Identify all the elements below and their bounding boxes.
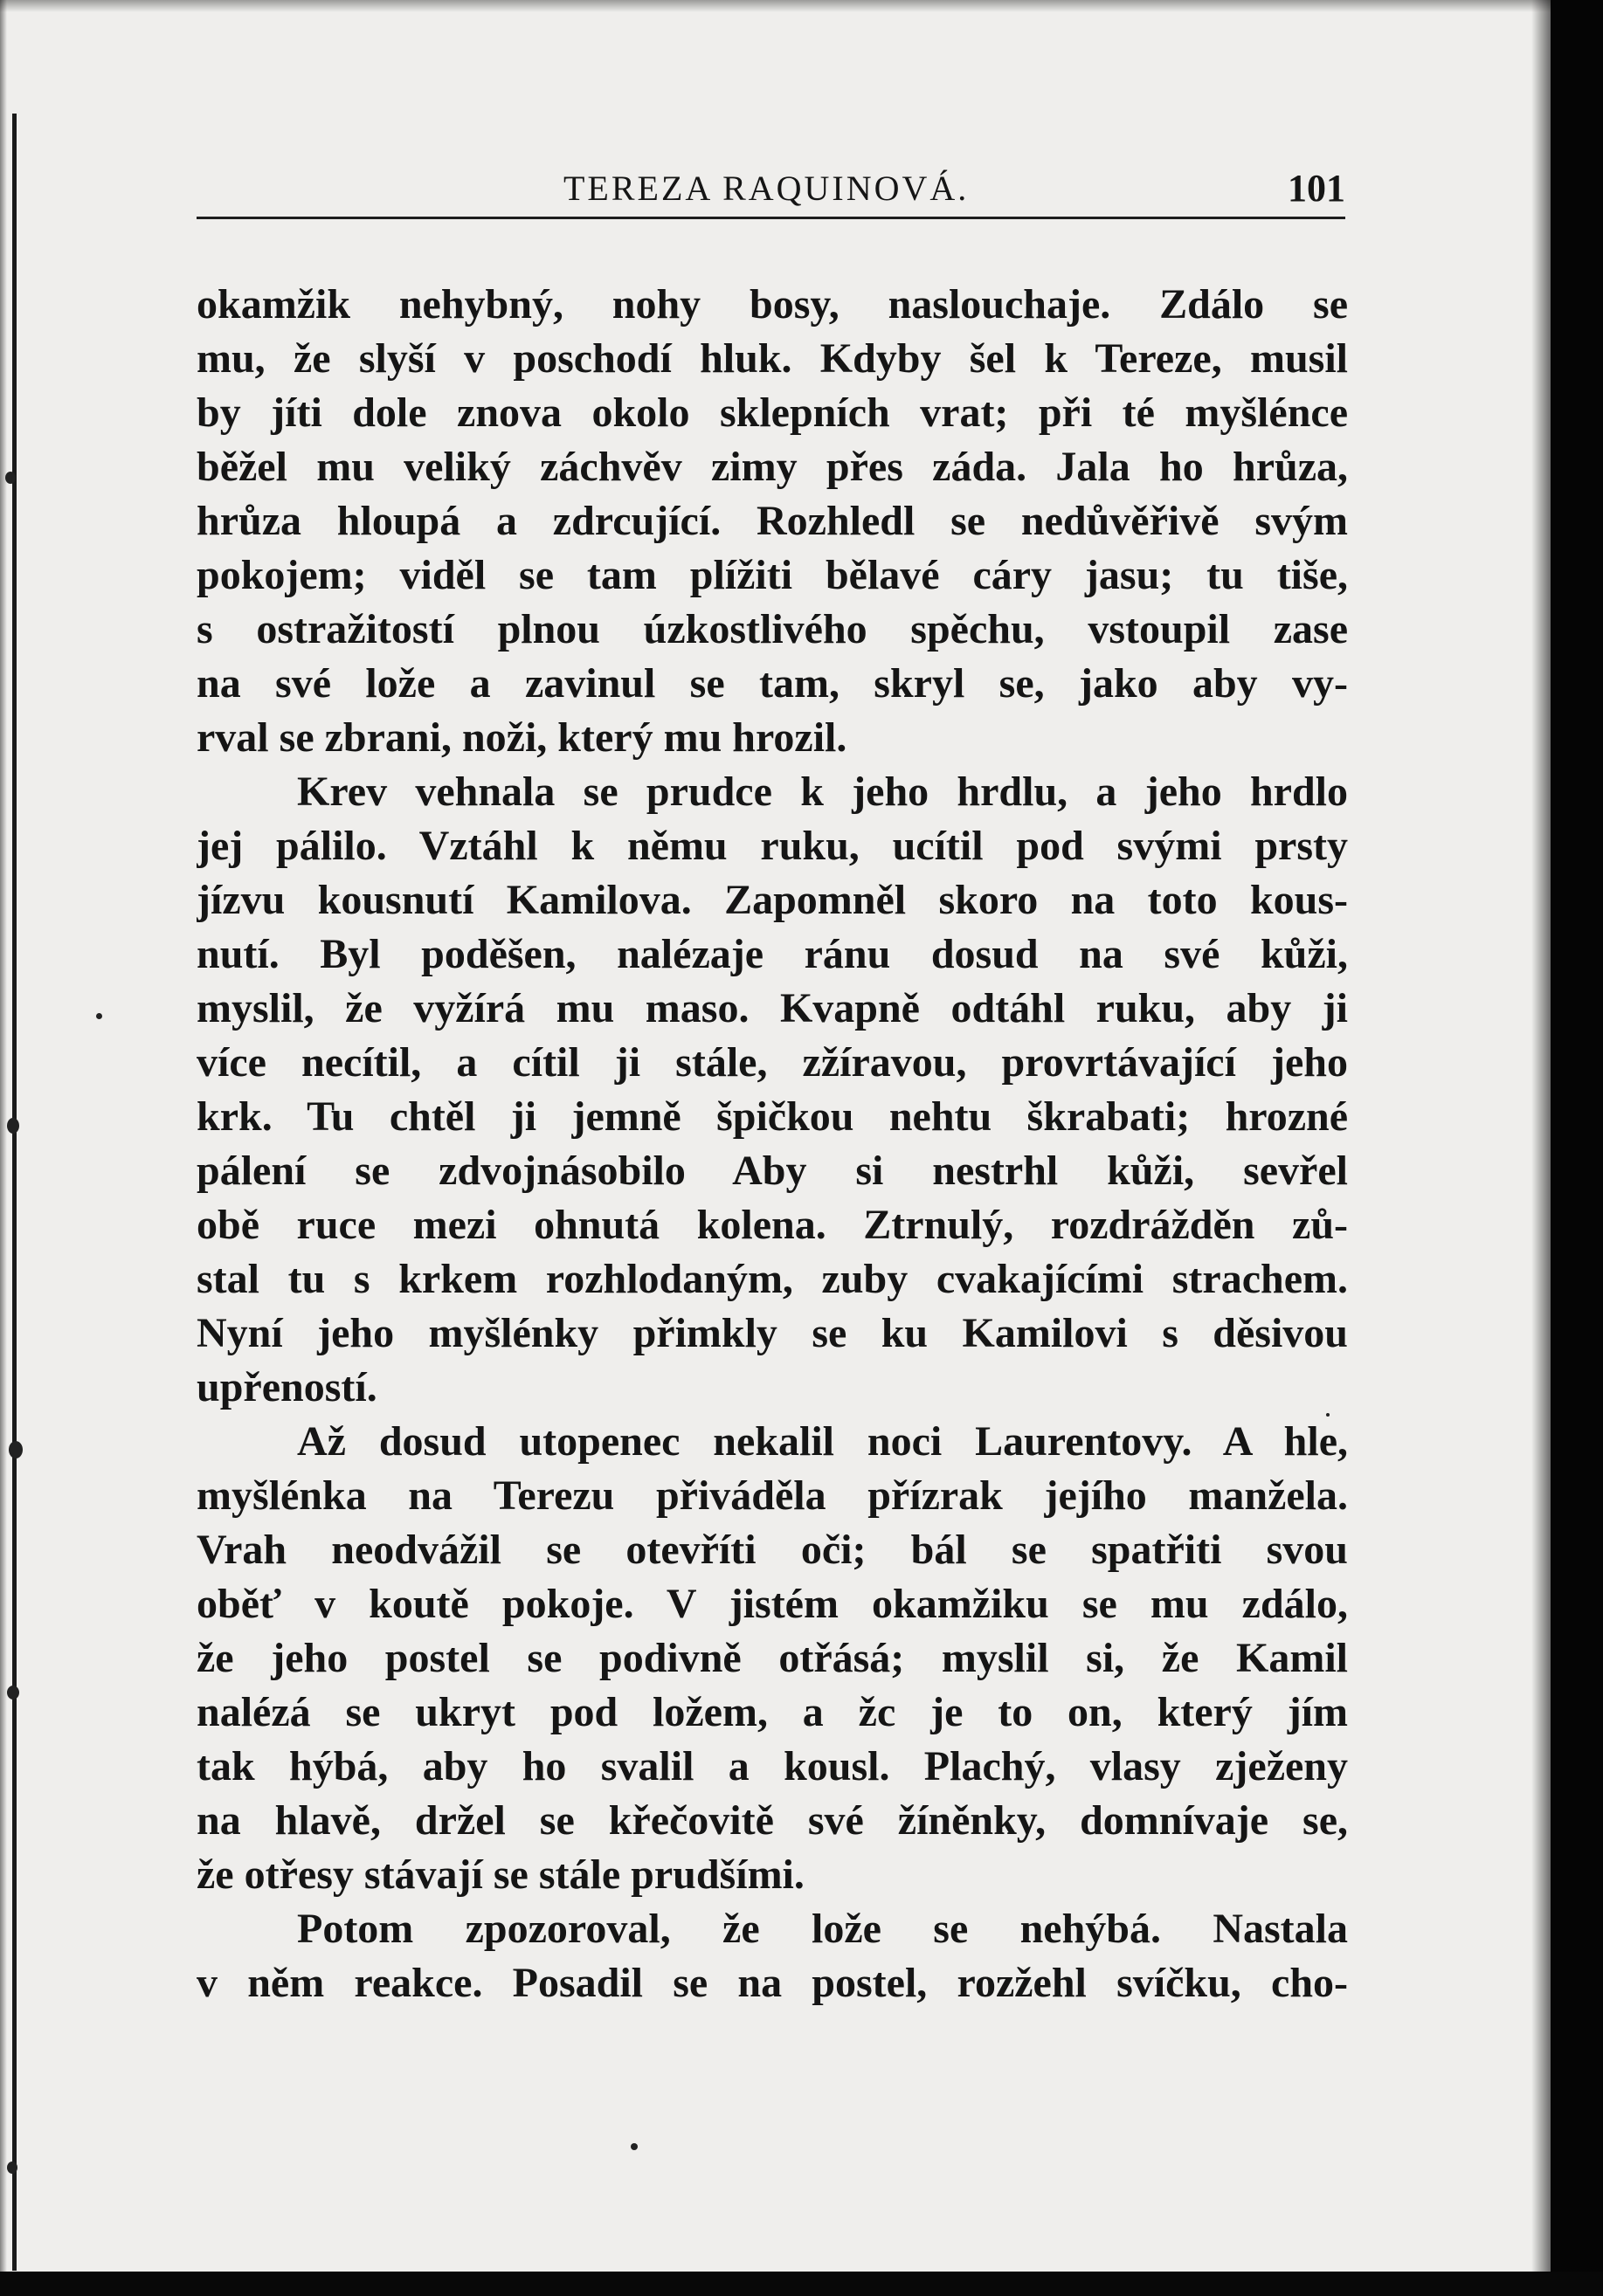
scan-speck <box>7 2162 17 2174</box>
scan-speck <box>5 472 16 484</box>
scan-speck <box>9 1441 23 1458</box>
text-line: na své lože a zavinul se tam, skryl se, jako aby vy- <box>197 660 1348 707</box>
scan-speck <box>631 2143 638 2150</box>
scan-speck <box>7 1686 19 1700</box>
text-line: stal tu s krkem rozhlodaným, zuby cvakajícími strachem. <box>197 1256 1348 1302</box>
scan-border-right <box>1551 0 1603 2296</box>
text-line: s ostražitostí plnou úzkostlivého spěchu, vstoupil zase <box>197 606 1348 652</box>
scan-speck <box>7 1118 19 1134</box>
scan-border-bottom <box>0 2272 1603 2296</box>
running-header <box>197 157 1345 217</box>
text-line: myslil, že vyžírá mu maso. Kvapně odtáhl ruku, aby ji <box>197 985 1348 1031</box>
text-line: běžel mu veliký záchvěv zimy přes záda. Jala ho hrůza, <box>197 444 1348 490</box>
text-line: Vrah neodvážil se otevříti oči; bál se spatřiti svou <box>197 1527 1348 1573</box>
text-line: jej pálilo. Vztáhl k němu ruku, ucítil pod svými prsty <box>197 823 1348 869</box>
text-line: v něm reakce. Posadil se na postel, rozžehl svíčku, cho- <box>197 1960 1348 2006</box>
text-line-paragraph-end: že otřesy stávají se stále prudšími. <box>197 1851 805 1898</box>
text-line-paragraph-end: upřeností. <box>197 1364 377 1410</box>
text-line: krk. Tu chtěl ji jemně špičkou nehtu škrabati; hrozné <box>197 1093 1348 1140</box>
text-line: tak hýbá, aby ho svalil a kousl. Plachý, vlasy zježeny <box>197 1743 1348 1789</box>
text-line: hrůza hloupá a zdrcující. Rozhledl se nedůvěřivě svým <box>197 498 1348 544</box>
text-line: jízvu kousnutí Kamilova. Zapomněl skoro na toto kous- <box>197 877 1348 923</box>
text-line: mu, že slyší v poschodí hluk. Kdyby šel k Tereze, musil <box>197 335 1348 382</box>
binding-edge <box>12 114 17 2271</box>
text-line-paragraph-start: Až dosud utopenec nekalil noci Laurentovy. A hle, <box>297 1418 1348 1465</box>
text-line: více necítil, a cítil ji stále, zžíravou, provrtávající jeho <box>197 1039 1348 1086</box>
text-line-paragraph-end: rval se zbrani, noži, který mu hrozil. <box>197 714 847 761</box>
text-line: pálení se zdvojnásobilo Aby si nestrhl kůži, sevřel <box>197 1148 1348 1194</box>
running-title: TEREZA RAQUINOVÁ. <box>563 169 970 208</box>
body-text <box>197 278 1348 2010</box>
scan-shadow-left <box>0 0 7 2296</box>
text-line-paragraph-start: Potom zpozoroval, že lože se nehýbá. Nastala <box>297 1906 1348 1952</box>
page-number: 101 <box>1288 167 1345 210</box>
text-line: nutí. Byl poděšen, nalézaje ránu dosud na své kůži, <box>197 931 1348 977</box>
scan-speck <box>96 1013 102 1019</box>
header-rule <box>197 217 1345 219</box>
text-line: oběť v koutě pokoje. V jistém okamžiku se mu zdálo, <box>197 1581 1348 1627</box>
text-line: myšlénka na Terezu přiváděla přízrak jejího manžela. <box>197 1472 1348 1519</box>
text-line: by jíti dole znova okolo sklepních vrat; při té myšlénce <box>197 390 1348 436</box>
text-line: okamžik nehybný, nohy bosy, naslouchaje. Zdálo se <box>197 281 1348 328</box>
scan-shadow-right <box>1531 0 1551 2296</box>
scan-shadow-top <box>0 0 1603 12</box>
text-line: obě ruce mezi ohnutá kolena. Ztrnulý, rozdrážděn zů- <box>197 1202 1348 1248</box>
text-line: pokojem; viděl se tam plížiti bělavé cáry jasu; tu tiše, <box>197 552 1348 598</box>
text-line: na hlavě, držel se křečovitě své žíněnky, domnívaje se, <box>197 1797 1348 1844</box>
text-line: že jeho postel se podivně otřásá; myslil si, že Kamil <box>197 1635 1348 1681</box>
text-line: nalézá se ukryt pod ložem, a žc je to on, který jím <box>197 1689 1348 1735</box>
text-line-paragraph-start: Krev vehnala se prudce k jeho hrdlu, a jeho hrdlo <box>297 769 1348 815</box>
text-line: Nyní jeho myšlénky přimkly se ku Kamilovi s děsivou <box>197 1310 1348 1356</box>
